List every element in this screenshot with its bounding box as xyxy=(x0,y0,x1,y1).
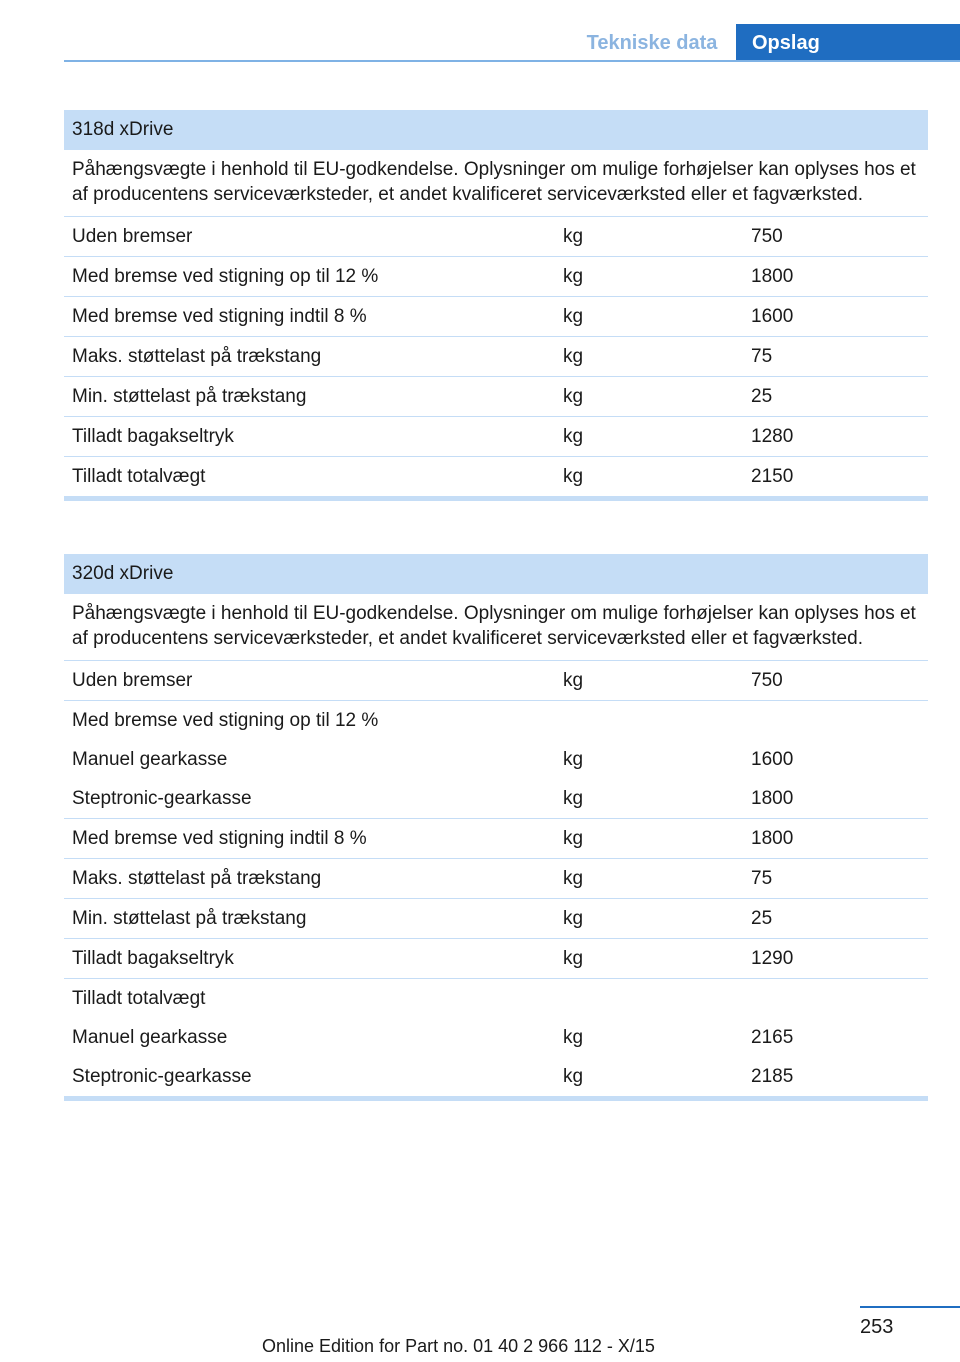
spec-table-320d xyxy=(64,554,928,1101)
table-row xyxy=(64,337,928,377)
table-row xyxy=(64,661,928,701)
table-row xyxy=(64,217,928,257)
row-value: 750 xyxy=(743,217,928,257)
table-row xyxy=(64,701,928,741)
row-label: Med bremse ved stigning op til 12 % xyxy=(64,257,555,297)
row-value xyxy=(743,979,928,1019)
row-label: Tilladt totalvægt xyxy=(64,457,555,499)
row-label: Steptronic-gearkasse xyxy=(64,1057,555,1099)
row-label: Tilladt totalvægt xyxy=(72,987,206,1009)
page-number: 253 xyxy=(860,1316,894,1338)
row-value: 2185 xyxy=(743,1057,928,1099)
table-row xyxy=(64,740,928,779)
spec-table-318d xyxy=(64,110,928,501)
table-row xyxy=(64,819,928,859)
row-label: Manuel gearkasse xyxy=(72,748,228,770)
row-value: 25 xyxy=(743,899,928,939)
row-unit: kg xyxy=(563,748,584,770)
row-label: Steptronic-gearkasse xyxy=(64,779,555,819)
row-unit: kg xyxy=(555,337,743,377)
row-unit: kg xyxy=(555,217,743,257)
row-value: 1290 xyxy=(743,939,928,979)
table-row xyxy=(64,939,928,979)
edition-footer: Online Edition for Part no. 01 40 2 966 112 - X/15 xyxy=(262,1336,655,1356)
row-label: Med bremse ved stigning indtil 8 % xyxy=(64,819,555,859)
row-unit: kg xyxy=(555,417,743,457)
table-row xyxy=(64,779,928,819)
table-note: Påhængsvægte i henhold til EU-godkendelse. Oplysninger om mulige forhøjelser kan oplyses hos et af producentens serviceværksteder, et andet kvalificeret serviceværksted eller et fagværksted. xyxy=(64,594,928,661)
row-unit: kg xyxy=(555,457,743,499)
table-note: Påhængsvægte i henhold til EU-godkendelse. Oplysninger om mulige forhøjelser kan oplyses hos et af producentens serviceværksteder, et andet kvalificeret serviceværksted eller et fagværksted. xyxy=(64,150,928,217)
page-header xyxy=(0,0,960,64)
table-row xyxy=(64,899,928,939)
section-tab[interactable]: Tekniske data xyxy=(586,31,718,54)
row-label: Med bremse ved stigning indtil 8 % xyxy=(64,297,555,337)
table-row xyxy=(64,457,928,499)
row-label: Maks. støttelast på trækstang xyxy=(64,337,555,377)
row-value: 2165 xyxy=(751,1026,794,1048)
chapter-tab[interactable]: Opslag xyxy=(736,24,960,62)
row-unit xyxy=(555,701,743,741)
row-label: Uden bremser xyxy=(64,217,555,257)
row-unit: kg xyxy=(563,1026,584,1048)
row-label: Uden bremser xyxy=(64,661,555,701)
row-unit: kg xyxy=(555,297,743,337)
row-unit: kg xyxy=(555,859,743,899)
row-value: 1800 xyxy=(743,819,928,859)
row-value xyxy=(743,701,928,741)
row-value: 2150 xyxy=(743,457,928,499)
row-unit xyxy=(555,979,743,1019)
row-value: 1800 xyxy=(743,779,928,819)
table-title: 320d xDrive xyxy=(64,554,928,594)
row-value: 75 xyxy=(743,859,928,899)
header-divider xyxy=(64,60,960,62)
table-row xyxy=(64,1057,928,1099)
row-label: Manuel gearkasse xyxy=(72,1026,228,1048)
table-row xyxy=(64,1018,928,1057)
table-row xyxy=(64,979,928,1019)
row-label: Min. støttelast på trækstang xyxy=(64,377,555,417)
row-value: 75 xyxy=(743,337,928,377)
row-value: 1280 xyxy=(743,417,928,457)
row-unit: kg xyxy=(555,819,743,859)
table-row xyxy=(64,417,928,457)
row-value: 25 xyxy=(743,377,928,417)
row-label: Min. støttelast på trækstang xyxy=(64,899,555,939)
row-unit: kg xyxy=(555,939,743,979)
table-row xyxy=(64,377,928,417)
row-unit: kg xyxy=(555,1057,743,1099)
row-unit: kg xyxy=(555,377,743,417)
row-value: 1600 xyxy=(743,297,928,337)
table-row xyxy=(64,297,928,337)
row-value: 750 xyxy=(743,661,928,701)
row-label: Tilladt bagakseltryk xyxy=(64,939,555,979)
row-unit: kg xyxy=(555,661,743,701)
page-number-rule xyxy=(860,1306,960,1308)
row-label: Med bremse ved stigning op til 12 % xyxy=(72,709,379,731)
row-label: Maks. støttelast på trækstang xyxy=(64,859,555,899)
row-label: Tilladt bagakseltryk xyxy=(64,417,555,457)
row-unit: kg xyxy=(555,899,743,939)
table-row xyxy=(64,859,928,899)
table-row xyxy=(64,257,928,297)
row-value: 1600 xyxy=(751,748,794,770)
row-value: 1800 xyxy=(743,257,928,297)
row-unit: kg xyxy=(555,779,743,819)
row-unit: kg xyxy=(555,257,743,297)
table-title: 318d xDrive xyxy=(64,110,928,150)
